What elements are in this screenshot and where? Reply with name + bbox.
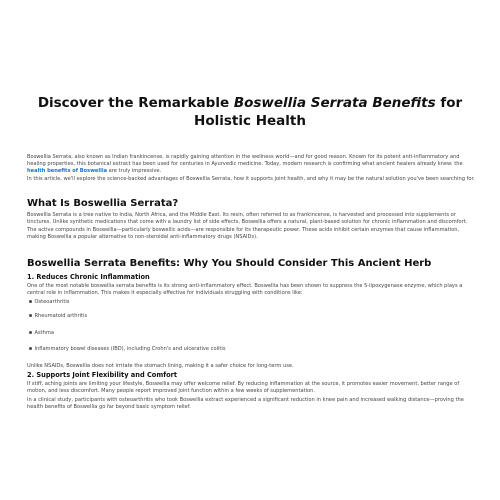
list-item: Rheumatoid arthritis bbox=[29, 313, 87, 320]
intro-paragraph-2: In this article, we'll explore the science-backed advantages of Boswellia Serrata, how it supports joint health, and why it may be the natural solution you've been searching for. bbox=[27, 176, 475, 182]
benefit-1-paragraph: One of the most notable boswellia serrata benefits is its strong anti-inflammatory effect. Boswellia has been shown to suppress the 5-lipoxygenase enzyme, which plays a central role in inflammation. This makes it especially effective for individuals struggling with conditions like: bbox=[27, 283, 463, 297]
title-emphasis: Boswellia Serrata Benefits bbox=[233, 95, 436, 111]
what-paragraph-1: Boswellia Serrata is a tree native to India, North Africa, and the Middle East. Its resin, often referred to as frankincense, is harvested and processed into supplements or tinctures. Unlike synthetic medications that come with a laundry list of side effects, Boswellia offers a natural, plant-based solution for chronic inflammation and discomfort. bbox=[27, 212, 468, 226]
intro-paragraph-1: Boswellia Serrata, also known as Indian frankincense, is rapidly gaining attention in the wellness world—and for good reason. Known for its potent anti-inflammatory and healing properties, this botanical extract has been used for centuries in Ayurvedic medicine. Today, modern research is confirming what ancient healers already knew: the health benefits of Boswellia are truly impressive. bbox=[27, 154, 463, 175]
heading-what-is: What Is Boswellia Serrata? bbox=[27, 198, 179, 209]
list-item: Inflammatory bowel diseases (IBD), including Crohn's and ulcerative colitis bbox=[29, 346, 225, 353]
bullet-icon bbox=[29, 300, 32, 303]
benefit-2-paragraph-1: If stiff, aching joints are limiting your lifestyle, Boswellia may offer welcome relief. By reducing inflammation at the source, it promotes easier movement, better range of motion, and less discomfort. Many people report improved joint function within a few weeks of supplementation. bbox=[27, 381, 460, 395]
list-item: Asthma bbox=[29, 330, 54, 337]
bullet-icon bbox=[29, 347, 32, 350]
article-title: Discover the Remarkable Boswellia Serrata Benefits for Holistic Health bbox=[37, 95, 463, 129]
health-benefits-link[interactable]: health benefits of Boswellia bbox=[27, 168, 108, 175]
heading-benefit-1: 1. Reduces Chronic Inflammation bbox=[27, 273, 150, 281]
list-item: Osteoarthritis bbox=[29, 299, 69, 306]
nsaid-paragraph: Unlike NSAIDs, Boswellia does not irritate the stomach lining, making it a safer choice for long-term use. bbox=[27, 363, 294, 369]
benefit-2-paragraph-2: In a clinical study, participants with osteoarthritis who took Boswellia extract experienced a significant reduction in knee pain and increased walking distance—proving the health benefits of Boswellia go far beyond basic symptom relief. bbox=[27, 397, 464, 411]
bullet-icon bbox=[29, 314, 32, 317]
heading-benefits: Boswellia Serrata Benefits: Why You Should Consider This Ancient Herb bbox=[27, 258, 432, 269]
bullet-icon bbox=[29, 331, 32, 334]
heading-benefit-2: 2. Supports Joint Flexibility and Comfort bbox=[27, 371, 178, 379]
what-paragraph-2: The active compounds in Boswellia—particularly boswellic acids—are responsible for its therapeutic power. These acids inhibit certain enzymes that cause inflammation, making Boswellia a popular alternative to non-steroidal anti-inflammatory drugs (NSAIDs). bbox=[27, 227, 460, 241]
